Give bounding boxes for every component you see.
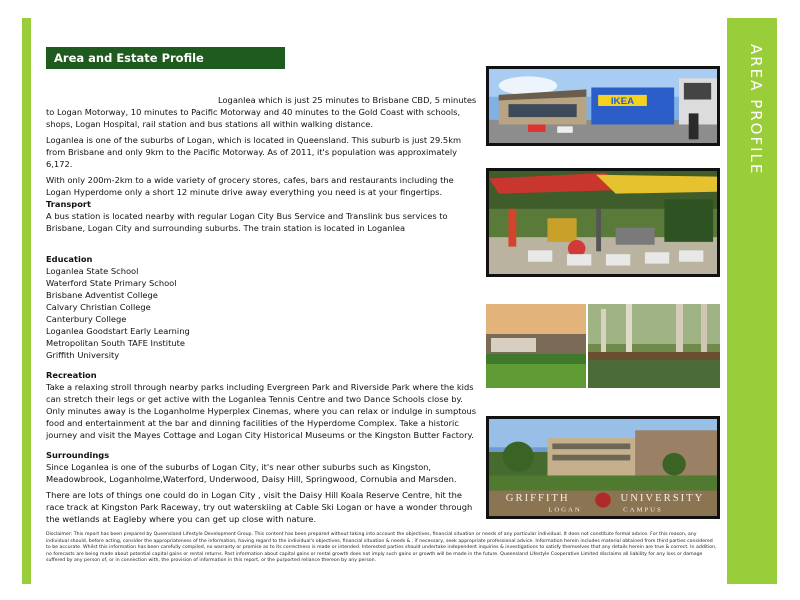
- section-header: Area and Estate Profile: [46, 47, 285, 69]
- left-accent-stripe: [22, 18, 31, 584]
- griffith-sign: GRIFFITH: [505, 493, 570, 504]
- campus-sign: CAMPUS: [623, 506, 663, 514]
- education-item: Brisbane Adventist College: [46, 290, 158, 300]
- recreation-heading: Recreation: [46, 370, 97, 380]
- shopping-centre-image: [489, 69, 717, 143]
- intro-paragraph-1: Loganlea which is just 25 minutes to Brisbane CBD, 5 minutes to Logan Motorway, 10 minutes to Pacific Motorway and 40 minutes to the Gold Coast with schools, shops, Logan Hospital, rail station and bus stations all within walking distance.: [46, 95, 477, 129]
- transport-heading: Transport: [46, 199, 91, 209]
- surroundings-heading: Surroundings: [46, 450, 110, 460]
- transport-text: A bus station is located nearby with regular Logan City Bus Service and Translink bus services to Brisbane, Logan City and surrounding suburbs. The train station is located in Loganlea: [46, 211, 448, 233]
- education-item: Canterbury College: [46, 314, 127, 324]
- university-image: [489, 419, 717, 516]
- education-item: Griffith University: [46, 350, 120, 360]
- education-section: [46, 253, 480, 361]
- transport-section: [46, 198, 480, 234]
- parks-photo: [486, 304, 720, 388]
- intro-block: [46, 94, 480, 198]
- intro-paragraph-3: With only 200m-2km to a wide variety of grocery stores, cafes, bars and restaurants including the Logan Hyperdome only a short 12 minute drive away everything you need is at your fingertips.: [46, 175, 454, 197]
- education-item: Waterford State Primary School: [46, 278, 177, 288]
- logan-sign: LOGAN: [548, 506, 582, 514]
- education-heading: Education: [46, 254, 93, 264]
- education-item: Calvary Christian College: [46, 302, 151, 312]
- intro-paragraph-2: Loganlea is one of the suburbs of Logan, which is located in Queensland. This suburb is just 29.5km from Brisbane and only 9km to the Pacific Motorway. As of 2011, it's population was approximately 6,172.: [46, 135, 462, 169]
- university-photo: [486, 416, 720, 519]
- education-item: Metropolitan South TAFE Institute: [46, 338, 185, 348]
- ikea-sign: IKEA: [610, 96, 635, 108]
- playground-image: [489, 171, 717, 274]
- education-item: Loganlea Goodstart Early Learning: [46, 326, 190, 336]
- disclaimer-text: Disclaimer: This report has been prepared by Queensland Lifestyle Development Group. This content has been prepared without taking into account the objectives, financial situation or needs of any particular individual. It does not constitute formal advice. For this reason, any individual should, before acting, consider the appropriateness of the information, having regard to the individual's objectives, financial situation & needs & , if necessary, seek appropriate professional advice. Information herein includes material obtained from third parties considered to be accurate. Whilst this information has been carefully compiled, no warranty or promise as to its correctness is made or intended. Interested parties should undertake independent inquiries & investigations to satisfy themselves that any details herein are true & correct. In addition, no forecasts are being made about potential capital gains or rental returns. Past information about capital gains or rental growth does not imply such gains or growth will be made in the future. Queensland Lifestyle Cooperative Limited disclaims all liability for any loss or damage suffered by any person of, or in connection with, the provision of information in this report, or the purported reliance thereon by any person.: [46, 532, 717, 563]
- surroundings-paragraph-2: There are lots of things one could do in Logan City , visit the Daisy Hill Koala Reserve Centre, hit the race track at Kingston Park Raceway, try out waterskiing at Cable Ski Logan or have a wonder through the wetlands at Eagleby where you can get up close with nature.: [46, 490, 473, 524]
- side-banner-title: AREA PROFILE: [747, 44, 765, 176]
- university-sign: UNIVERSITY: [620, 493, 705, 504]
- parks-image: [486, 304, 720, 388]
- playground-photo: [486, 168, 720, 277]
- recreation-text: Take a relaxing stroll through nearby parks including Evergreen Park and Riverside Park where the kids can stretch their legs or get active with the Loganlea Tennis Centre and two Dance Schools close by. Only minutes away is the Loganholme Hyperplex Cinemas, where you can relax or indulge in sumptous food and entertainment at the bar and dinning facilities of the Hyperdome Complex. Take a historic journey and visit the Mayes Cottage and Logan City Historical Museums or the Kingston Butter Factory.: [46, 382, 477, 440]
- recreation-section: [46, 369, 482, 441]
- shopping-centre-photo: [486, 66, 720, 146]
- education-item: Loganlea State School: [46, 266, 139, 276]
- surroundings-paragraph-1: Since Loganlea is one of the suburbs of Logan City, it's near other suburbs such as Kingston, Meadowbrook, Loganholme,Waterford, Underwood, Daisy Hill, Springwood, Cornubia and Marsden.: [46, 462, 457, 484]
- surroundings-section: [46, 449, 480, 525]
